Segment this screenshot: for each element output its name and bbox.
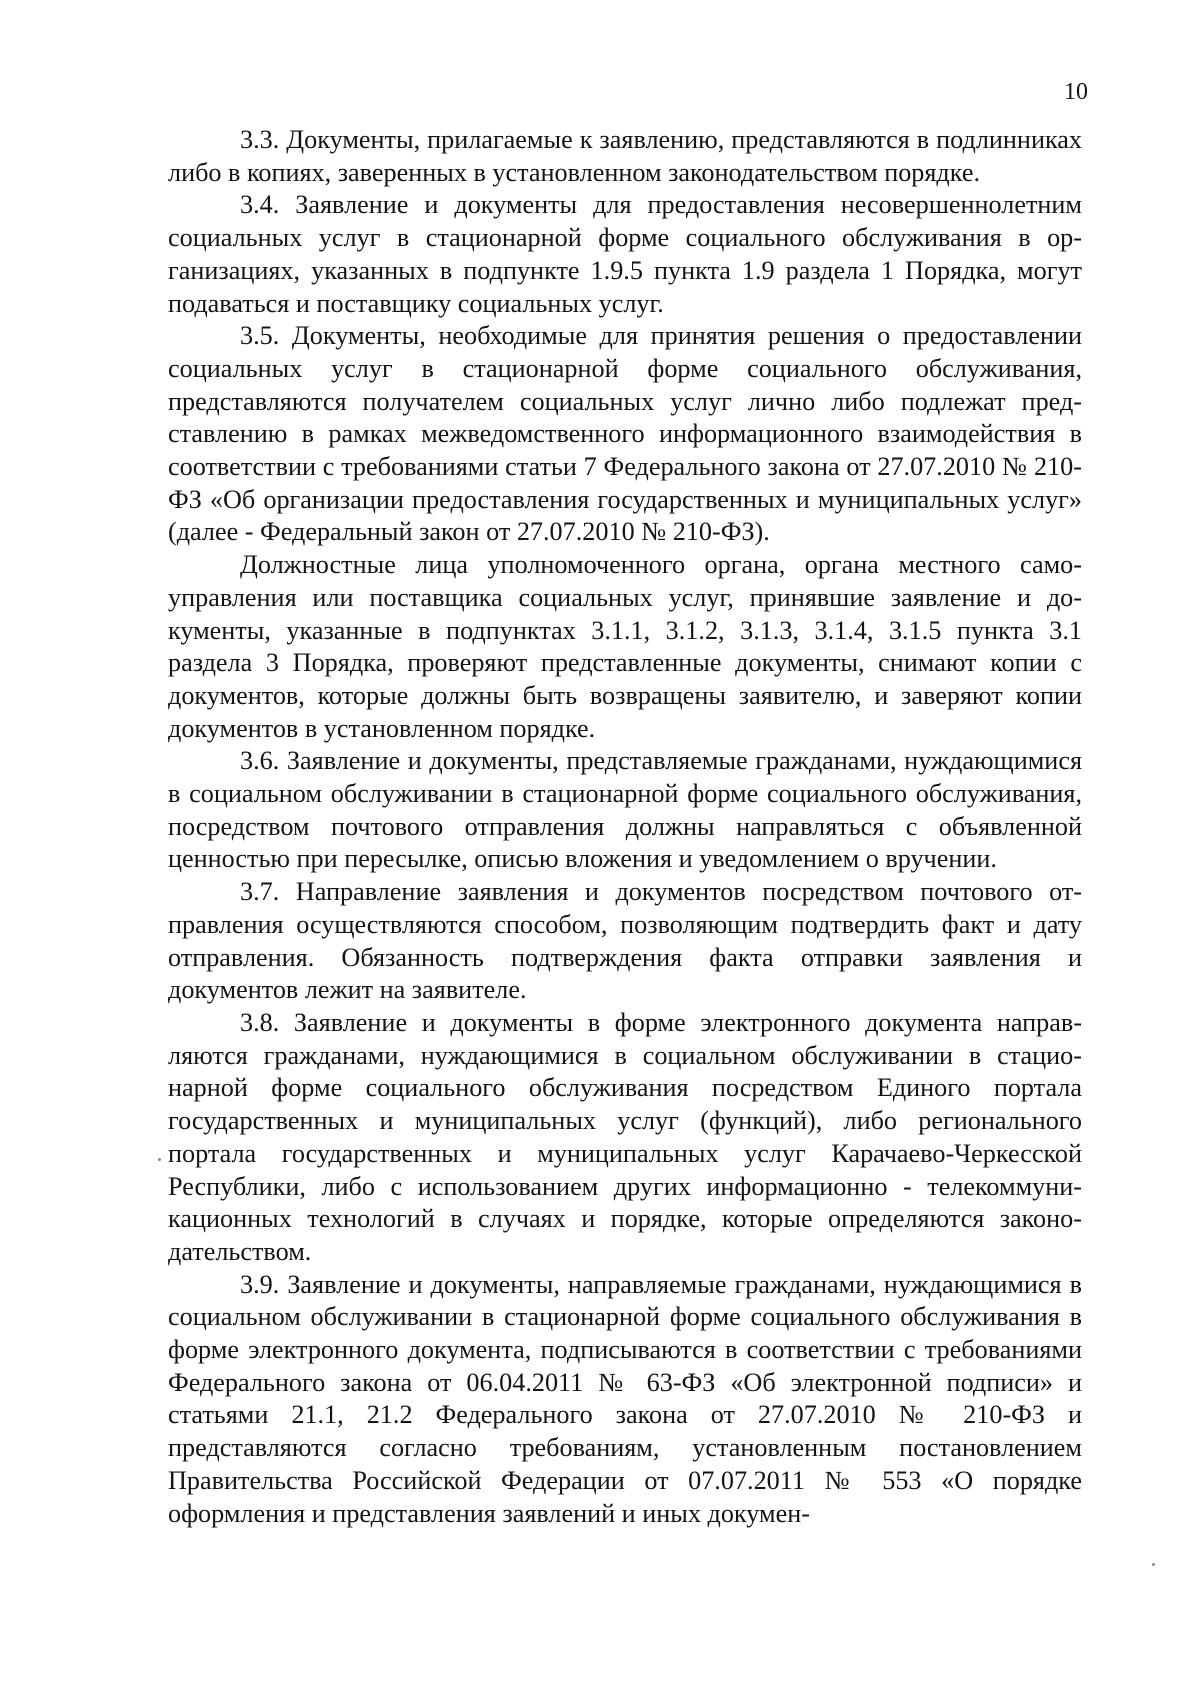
paragraph-3-8: 3.8. Заявление и документы в форме электронного документа направляются гражданами, нуждающимися в социальном обслуживании в стационарной форме социального обслуживания посредством Единого портала государственных и муниципальных услуг (функций), либо регионального портала государственных и муниципальных услуг Карачаево-Черкесской Республики, либо с использованием других информационно - телекоммуникационных технологий в случаях и порядке, которые определяются законодательством. [168,1007,1082,1266]
paragraph-3-7: 3.7. Направление заявления и документов посредством почтового отправления осуществляются способом, позволяющим подтвердить факт и дату отправления. Обязанность подтверждения факта отправки заявления и документов лежит на заявителе. [168,877,1082,1005]
paragraph-3-9: 3.9. Заявление и документы, направляемые гражданами, нуждающимися в социальном обслуживании в стационарной форме социального обслуживания в форме электронного документа, подписываются в соответствии с требованиями Федерального закона от 06.04.2011 № 63-ФЗ «Об электронной подписи» и статьями 21.1, 21.2 Федерального закона от 27.07.2010 № 210-ФЗ и представляются согласно требованиям, установленным постановлением Правительства Российской Федерации от 07.07.2011 № 553 «О порядке оформления и представления заявлений и иных докумен- [168,1269,1082,1528]
paragraph-3-3: 3.3. Документы, прилагаемые к заявлению, представляются в подлинниках либо в копиях, заверенных в установленном законодательством порядке. [168,125,1082,187]
paragraph-3-6: 3.6. Заявление и документы, представляемые гражданами, нуждающимися в социальном обслуживании в стационарной форме социального обслуживания, посредством почтового отправления должны направляться с объявленной ценностью при пересылке, описью вложения и уведомлением о вручении. [168,746,1082,874]
body-text [168,124,1082,1530]
scan-speck [158,1158,161,1161]
scan-speck [1152,1563,1155,1566]
page-number: 10 [1064,79,1088,105]
paragraph-officials: Должностные лица уполномоченного органа, органа местного самоуправления или поставщика социальных услуг, принявшие заявление и документы, указанные в подпунктах 3.1.1, 3.1.2, 3.1.3, 3.1.4, 3.1.5 пункта 3.1 раздела 3 Порядка, проверяют представленные документы, снимают копии с документов, которые должны быть возвращены заявителю, и заверяют копии документов в установленном порядке. [168,550,1082,743]
paragraph-3-4: 3.4. Заявление и документы для предоставления несовершеннолетним социальных услуг в стационарной форме социального обслуживания в организациях, указанных в подпункте 1.9.5 пункта 1.9 раздела 1 Порядка, могут подаваться и поставщику социальных услуг. [168,190,1082,318]
paragraph-3-5: 3.5. Документы, необходимые для принятия решения о предоставлении социальных услуг в стационарной форме социального обслуживания, представляются получателем социальных услуг лично либо подлежат представлению в рамках межведомственного информационного взаимодействия в соответствии с требованиями статьи 7 Федерального закона от 27.07.2010 № 210-ФЗ «Об организации предоставления государственных и муниципальных услуг» (далее - Федеральный закон от 27.07.2010 № 210-ФЗ). [168,321,1082,547]
